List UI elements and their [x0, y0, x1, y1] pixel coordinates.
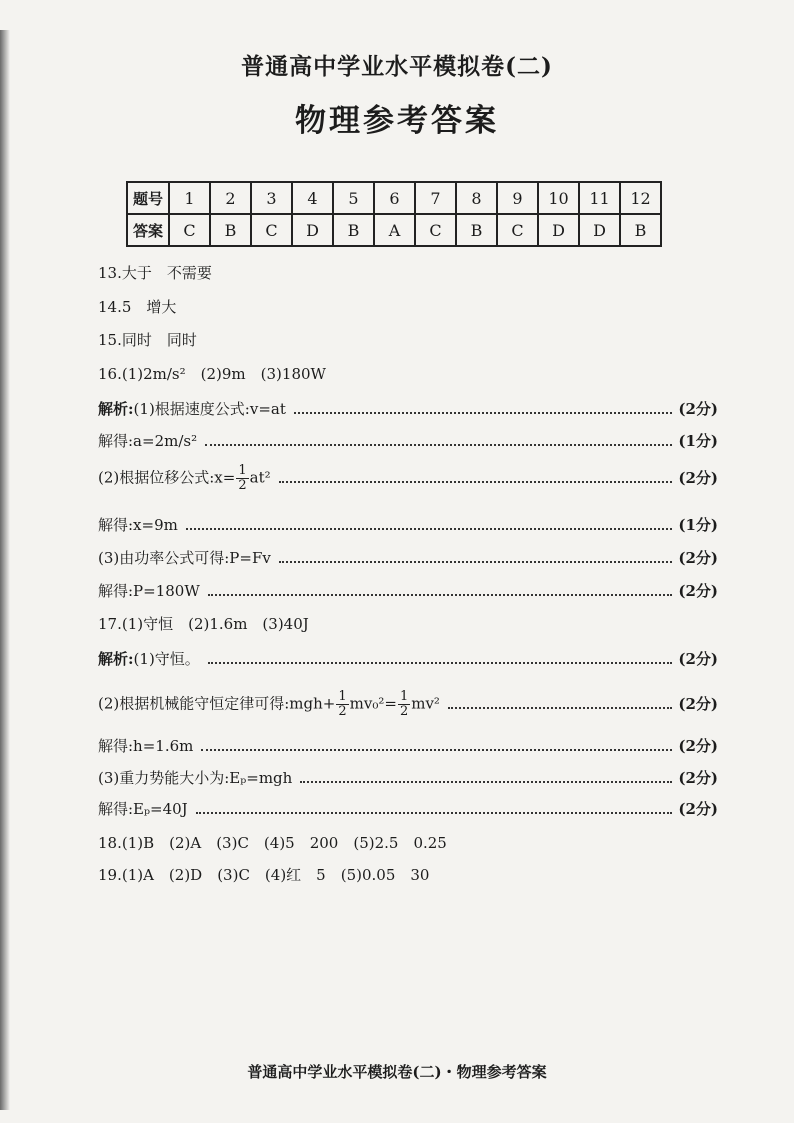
- question-number-row: [127, 182, 661, 214]
- score-label: (2分): [678, 468, 718, 487]
- row-label-answer: 答案: [127, 214, 169, 246]
- answer-table: [126, 181, 662, 247]
- page-title: 物理参考答案: [295, 103, 499, 139]
- solution-line: [98, 767, 718, 788]
- question-number: 9: [497, 182, 538, 214]
- dot-leader: [279, 480, 673, 483]
- answer-cell: B: [456, 214, 497, 246]
- score-label: (2分): [678, 800, 718, 818]
- solution-text: 解得:h=1.6m: [98, 737, 194, 755]
- answer-15: 15.同时 同时: [98, 331, 197, 349]
- solution-text: (2)根据位移公式:x=: [98, 468, 236, 487]
- solution-text: (3)由功率公式可得:P=Fv: [98, 549, 271, 567]
- answer-cell: D: [292, 214, 333, 246]
- solution-line: [98, 547, 718, 568]
- question-number: 8: [456, 182, 497, 214]
- solution-line: [98, 514, 718, 535]
- score-label: (2分): [678, 400, 718, 418]
- question-number: 5: [333, 182, 374, 214]
- answer-cell: B: [210, 214, 251, 246]
- question-number: 12: [620, 182, 661, 214]
- answer-row: [127, 214, 661, 246]
- score-label: (2分): [678, 582, 718, 600]
- score-label: (2分): [678, 737, 718, 755]
- analysis-label: 解析:: [98, 650, 134, 668]
- answer-18: 18.(1)B (2)A (3)C (4)5 200 (5)2.5 0.25: [98, 834, 447, 852]
- fraction-numerator: 1: [238, 463, 247, 478]
- solution-line: [98, 580, 718, 601]
- solution-line: [98, 398, 718, 419]
- solution-text: at²: [249, 468, 271, 487]
- question-number: 10: [538, 182, 579, 214]
- answer-16: 16.(1)2m/s² (2)9m (3)180W: [98, 365, 326, 383]
- exam-title: 普通高中学业水平模拟卷(二): [241, 53, 553, 80]
- question-number: 6: [374, 182, 415, 214]
- dot-leader: [201, 748, 672, 751]
- dot-leader: [205, 443, 672, 446]
- answer-cell: C: [251, 214, 292, 246]
- scan-edge-shadow: [0, 30, 10, 1110]
- solution-text: (3)重力势能大小为:Eₚ=mgh: [98, 769, 293, 787]
- fraction-denominator: 2: [338, 704, 347, 719]
- answer-14: 14.5 增大: [98, 298, 177, 316]
- solution-line: [98, 430, 718, 451]
- solution-text: 解得:x=9m: [98, 516, 178, 534]
- fraction-denominator: 2: [399, 704, 409, 719]
- question-number: 1: [169, 182, 210, 214]
- answer-cell: B: [620, 214, 661, 246]
- answer-13: 13.大于 不需要: [98, 264, 212, 282]
- score-label: (2分): [678, 549, 718, 567]
- solution-text: (1)守恒。: [133, 650, 200, 668]
- fraction-numerator: 1: [338, 689, 347, 704]
- dot-leader: [448, 706, 672, 709]
- answer-cell: B: [333, 214, 374, 246]
- page-footer: 普通高中学业水平模拟卷(二)・物理参考答案: [247, 1063, 547, 1081]
- dot-leader: [196, 811, 673, 814]
- question-number: 4: [292, 182, 333, 214]
- dot-leader: [208, 593, 673, 596]
- solution-line: [98, 648, 718, 669]
- answer-cell: C: [497, 214, 538, 246]
- question-number: 2: [210, 182, 251, 214]
- answer-cell: C: [415, 214, 456, 246]
- fraction-numerator: 1: [399, 689, 409, 704]
- dot-leader: [208, 661, 673, 664]
- solution-line: [98, 690, 718, 719]
- dot-leader: [294, 411, 672, 414]
- score-label: (2分): [678, 650, 718, 668]
- solution-line: [98, 798, 718, 819]
- row-label-question: 题号: [127, 182, 169, 214]
- score-label: (1分): [678, 516, 718, 534]
- solution-text: (2)根据机械能守恒定律可得:mgh+: [98, 694, 336, 713]
- dot-leader: [186, 527, 673, 530]
- score-label: (1分): [678, 432, 718, 450]
- answer-cell: D: [538, 214, 579, 246]
- answer-17: 17.(1)守恒 (2)1.6m (3)40J: [98, 615, 309, 633]
- answer-cell: A: [374, 214, 415, 246]
- question-number: 3: [251, 182, 292, 214]
- solution-text: 解得:a=2m/s²: [98, 432, 198, 450]
- solution-line: [98, 735, 718, 756]
- fraction-denominator: 2: [238, 478, 247, 493]
- question-number: 7: [415, 182, 456, 214]
- solution-text: 解得:Eₚ=40J: [98, 800, 188, 818]
- analysis-label: 解析:: [98, 400, 134, 418]
- dot-leader: [300, 780, 672, 783]
- solution-text: mv²: [411, 694, 440, 713]
- solution-text: (1)根据速度公式:v=at: [133, 400, 286, 418]
- question-number: 11: [579, 182, 620, 214]
- score-label: (2分): [678, 769, 718, 787]
- fraction: [336, 690, 348, 719]
- answer-cell: D: [579, 214, 620, 246]
- answer-cell: C: [169, 214, 210, 246]
- solution-text: mv₀²=: [349, 694, 397, 713]
- score-label: (2分): [678, 694, 718, 713]
- fraction: [398, 690, 410, 719]
- solution-line: [98, 464, 718, 493]
- dot-leader: [279, 560, 673, 563]
- solution-text: 解得:P=180W: [98, 582, 200, 600]
- fraction: [236, 464, 248, 493]
- answer-19: 19.(1)A (2)D (3)C (4)红 5 (5)0.05 30: [98, 866, 430, 884]
